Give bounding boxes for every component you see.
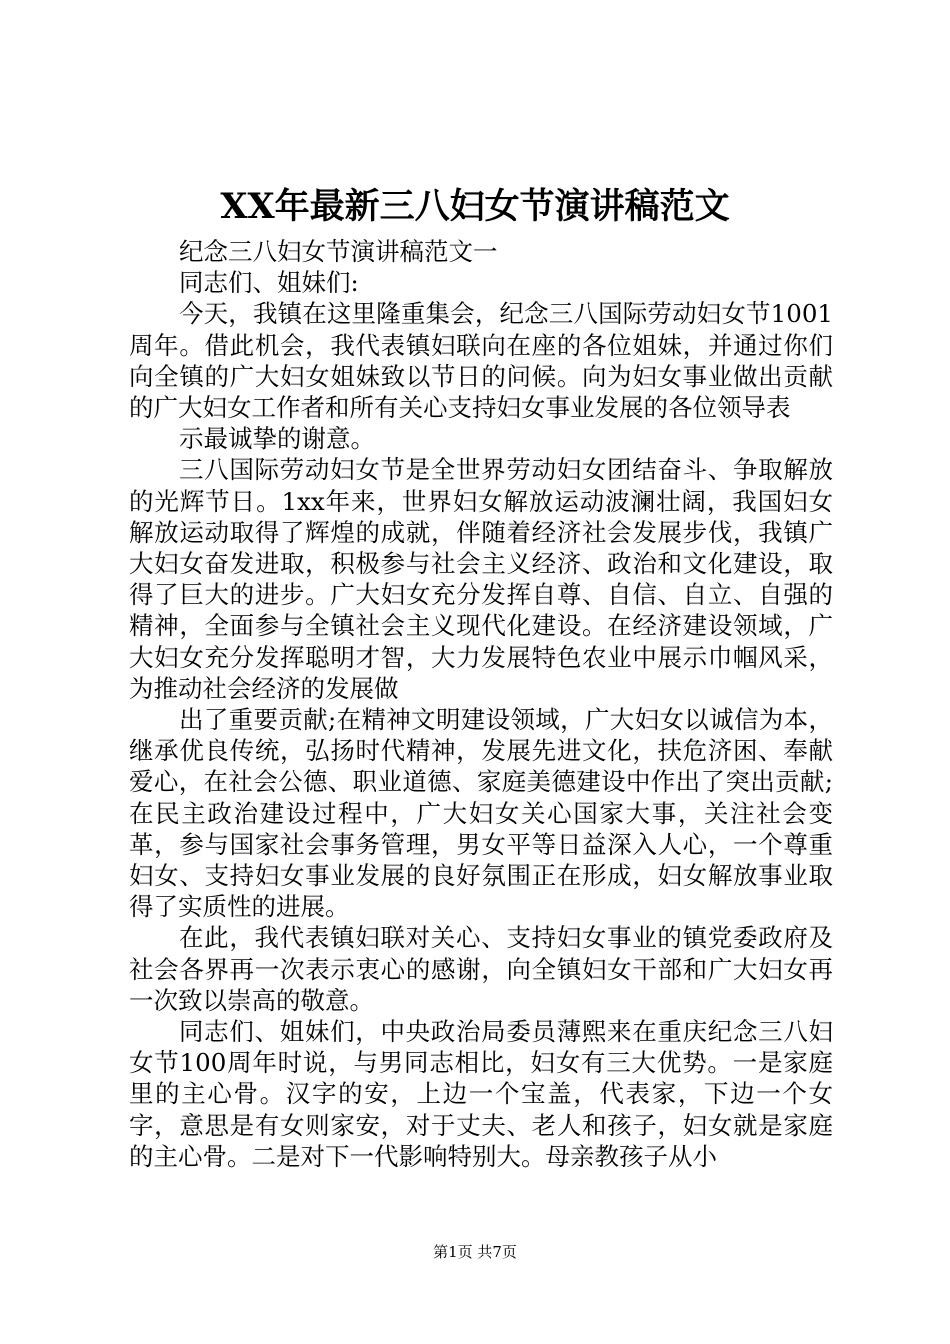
page-title: XX年最新三八妇女节演讲稿范文 — [220, 186, 730, 227]
paragraph: 示最诚挚的谢意。 — [179, 424, 375, 454]
page-footer: 第1页 共7页 — [433, 1243, 517, 1261]
paragraph: 同志们、姐妹们，中央政治局委员薄熙来在重庆纪念三八妇女节100周年时说，与男同志相比，妇女有三大优势。一是家庭里的主心骨。汉字的安，上边一个宝盖，代表家，下边一个女字，意思是有女则家安，对于丈夫、老人和孩子，妇女就是家庭的主心骨。二是对下一代影响特别大。母亲教孩子从小 — [129, 1017, 833, 1171]
document-body — [129, 236, 833, 1172]
paragraph: 三八国际劳动妇女节是全世界劳动妇女团结奋斗、争取解放的光辉节日。1xx年来，世界妇女解放运动波澜壮阔，我国妇女解放运动取得了辉煌的成就，伴随着经济社会发展步伐，我镇广大妇女奋发进取，积极参与社会主义经济、政治和文化建设，取得了巨大的进步。广大妇女充分发挥自尊、自信、自立、自强的精神，全面参与全镇社会主义现代化建设。在经济建设领域，广大妇女充分发挥聪明才智，大力发展特色农业中展示巾帼风采，为推动社会经济的发展做 — [129, 455, 833, 703]
paragraph-salutation: 同志们、姐妹们: — [179, 268, 359, 298]
paragraph: 出了重要贡献;在精神文明建设领域，广大妇女以诚信为本，继承优良传统，弘扬时代精神，发展先进文化，扶危济困、奉献爱心，在社会公德、职业道德、家庭美德建设中作出了突出贡献;在民主政治建设过程中，广大妇女关心国家大事，关注社会变革，参与国家社会事务管理，男女平等日益深入人心，一个尊重妇女、支持妇女事业发展的良好氛围正在形成，妇女解放事业取得了实质性的进展。 — [129, 705, 833, 922]
paragraph-subtitle: 纪念三八妇女节演讲稿范文一 — [179, 237, 498, 266]
paragraph: 在此，我代表镇妇联对关心、支持妇女事业的镇党委政府及社会各界再一次表示衷心的感谢，向全镇妇女干部和广大妇女再一次致以崇高的敬意。 — [129, 923, 833, 1015]
paragraph: 今天，我镇在这里隆重集会，纪念三八国际劳动妇女节1001周年。借此机会，我代表镇妇联向在座的各位姐妹，并通过你们向全镇的广大妇女姐妹致以节日的问候。向为妇女事业做出贡献的广大妇女工作者和所有关心支持妇女事业发展的各位领导表 — [129, 299, 833, 423]
